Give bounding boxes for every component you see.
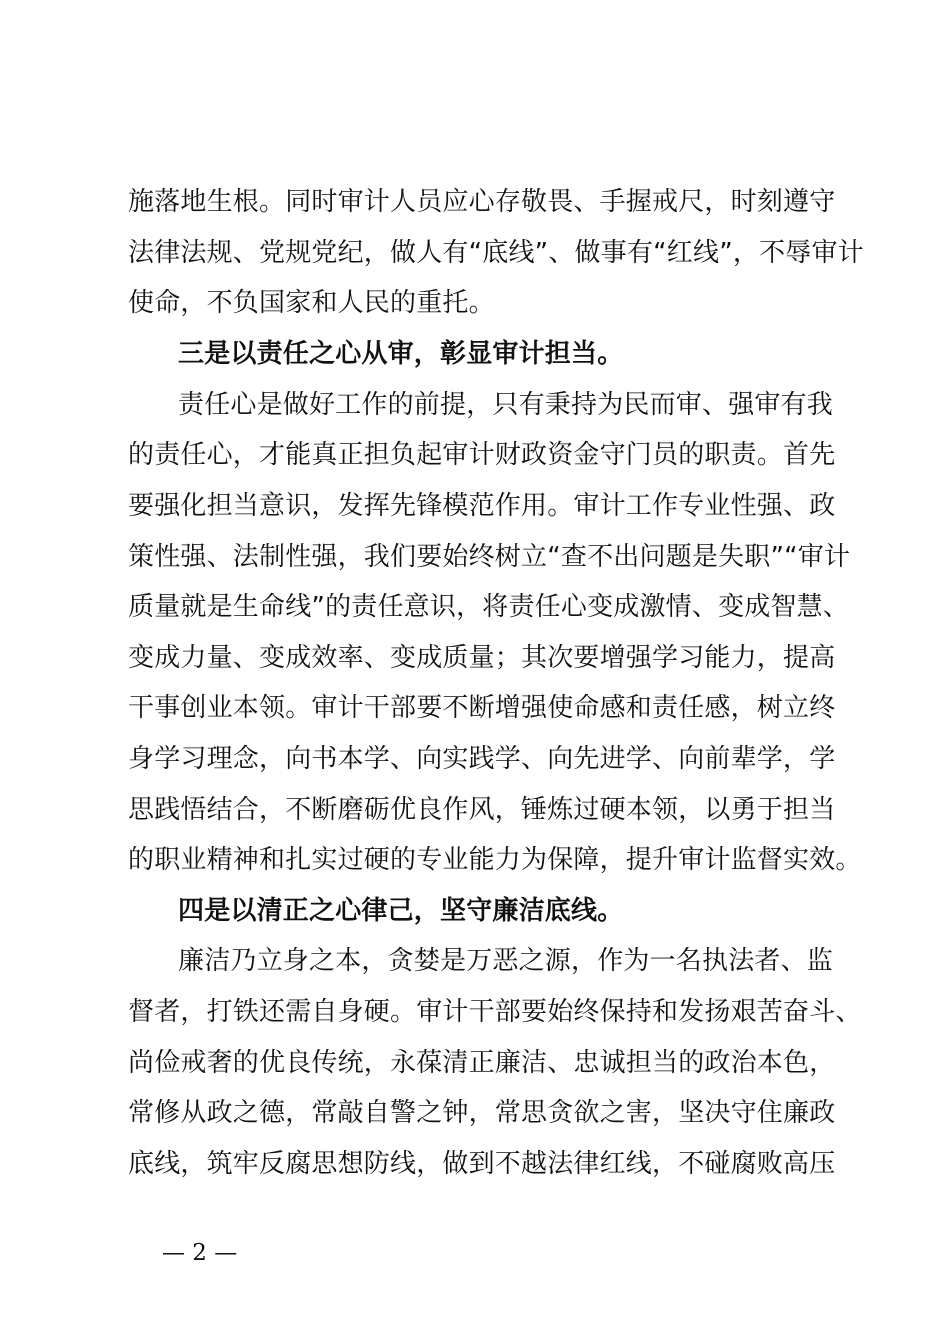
body-text-line: 质量就是生命线”的责任意识，将责任心变成激情、变成智慧、 bbox=[128, 592, 850, 622]
body-text-line: 常修从政之德，常敲自警之钟，常思贪欲之害，坚决守住廉政 bbox=[128, 1098, 836, 1128]
section-heading-three: 三是以责任之心从审，彰显审计担当。 bbox=[178, 339, 624, 369]
body-text-line: 使命，不负国家和人民的重托。 bbox=[128, 288, 495, 318]
body-text-line: 施落地生根。同时审计人员应心存敬畏、手握戒尺，时刻遵守 bbox=[128, 187, 836, 217]
body-text-line: 责任心是做好工作的前提，只有秉持为民而审、强审有我 bbox=[178, 390, 834, 420]
section-heading-four: 四是以清正之心律己，坚守廉洁底线。 bbox=[178, 896, 624, 926]
body-text-line: 督者，打铁还需自身硬。审计干部要始终保持和发扬艰苦奋斗、 bbox=[128, 997, 862, 1027]
body-text-line: 要强化担当意识，发挥先锋模范作用。审计工作专业性强、政 bbox=[128, 491, 836, 521]
body-text-line: 廉洁乃立身之本，贪婪是万恶之源，作为一名执法者、监 bbox=[178, 946, 834, 976]
body-text-line: 法律法规、党规党纪，做人有“底线”、做事有“红线”，不辱审计 bbox=[128, 238, 864, 268]
page-number: — 2 — bbox=[162, 1240, 238, 1266]
body-text-line: 变成力量、变成效率、变成质量；其次要增强学习能力，提高 bbox=[128, 643, 836, 673]
body-text-line: 的责任心，才能真正担负起审计财政资金守门员的职责。首先 bbox=[128, 440, 836, 470]
body-text-line: 干事创业本领。审计干部要不断增强使命感和责任感，树立终 bbox=[128, 693, 836, 723]
body-text-line: 身学习理念，向书本学、向实践学、向先进学、向前辈学，学 bbox=[128, 744, 836, 774]
body-text-line: 底线，筑牢反腐思想防线，做到不越法律红线，不碰腐败高压 bbox=[128, 1149, 836, 1179]
body-text-line: 策性强、法制性强，我们要始终树立“查不出问题是失职”“审计 bbox=[128, 542, 851, 572]
body-text-line: 思践悟结合，不断磨砺优良作风，锤炼过硬本领，以勇于担当 bbox=[128, 795, 836, 825]
body-text-line: 尚俭戒奢的优良传统，永葆清正廉洁、忠诚担当的政治本色， bbox=[128, 1048, 836, 1078]
body-text-line: 的职业精神和扎实过硬的专业能力为保障，提升审计监督实效。 bbox=[128, 845, 862, 875]
